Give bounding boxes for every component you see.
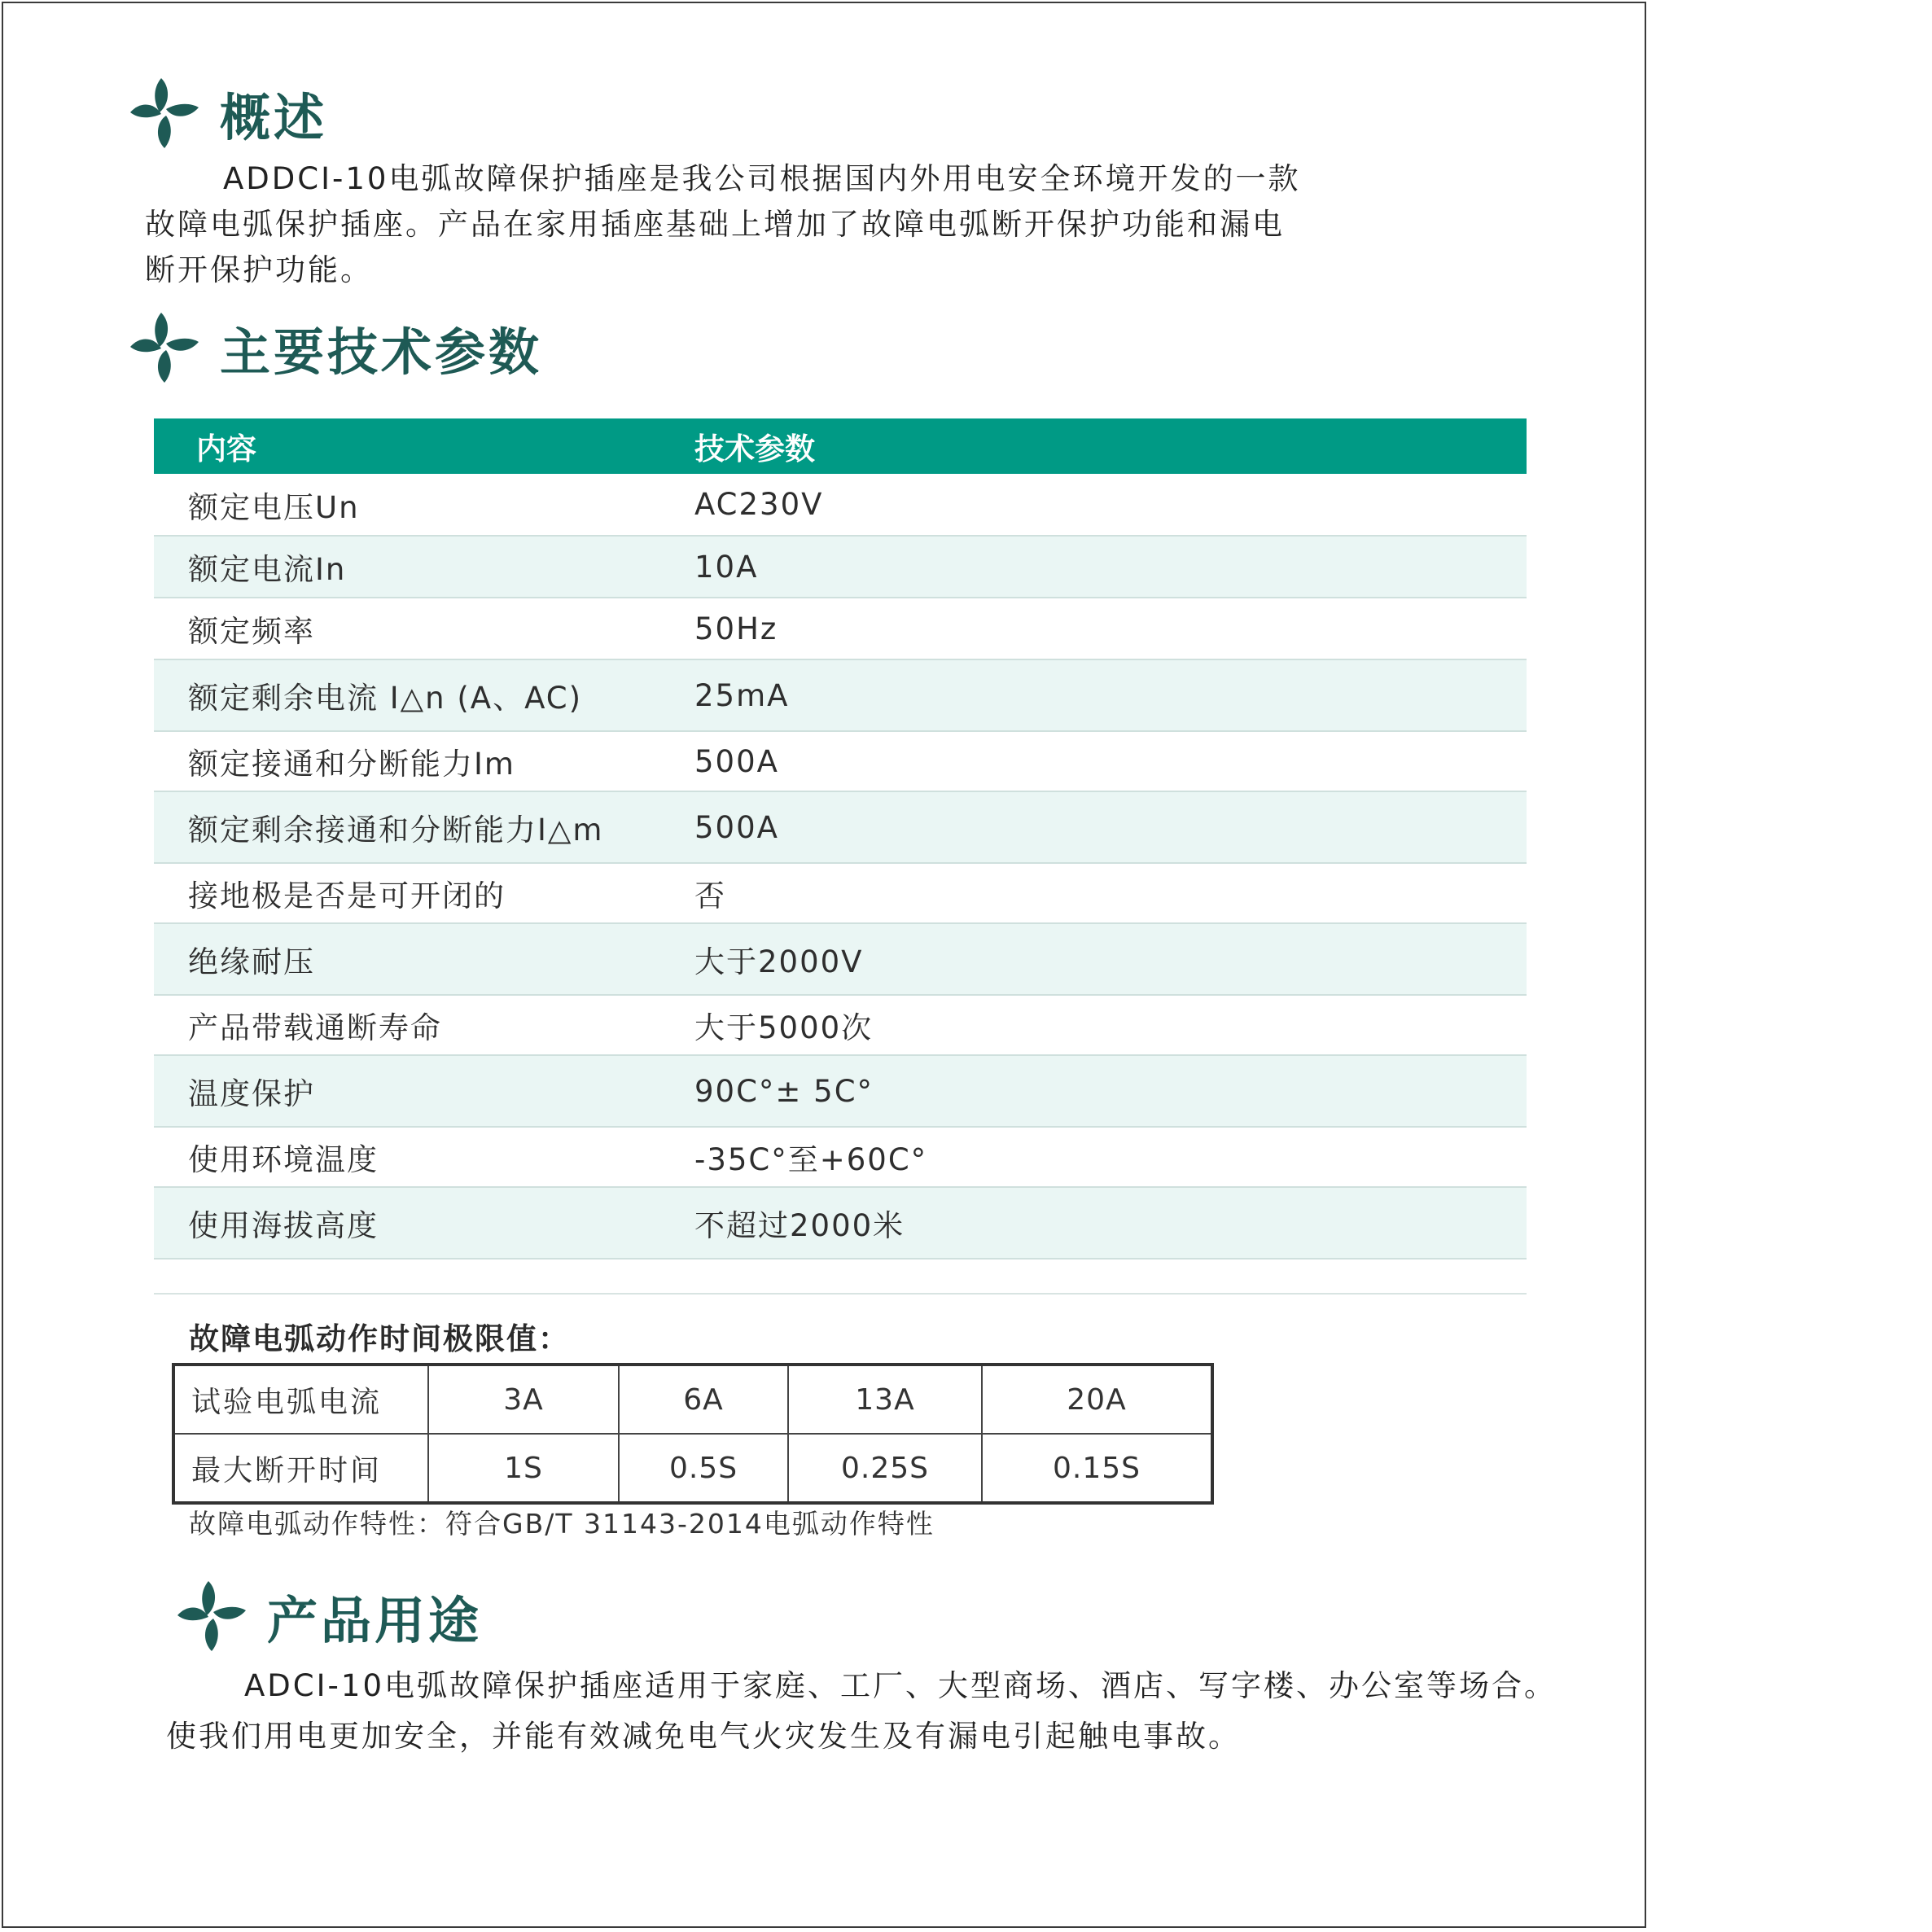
spec-header-content: 内容 <box>154 418 694 474</box>
arc-cell: 20A <box>982 1365 1212 1434</box>
leaf-logo-icon <box>176 1579 248 1653</box>
arc-cell: 3A <box>428 1365 619 1434</box>
arc-limits-table <box>172 1363 1214 1505</box>
overview-heading <box>129 77 327 150</box>
table-row <box>154 791 1527 863</box>
overview-line-1: ADDCI-10电弧故障保护插座是我公司根据国内外用电安全环境开发的一款 <box>223 161 1301 196</box>
spec-value: 25mA <box>694 659 1527 731</box>
table-row <box>154 536 1527 598</box>
arc-cell: 6A <box>619 1365 788 1434</box>
spec-name: 绝缘耐压 <box>154 923 694 995</box>
table-row <box>154 1187 1527 1259</box>
table-row <box>154 995 1527 1055</box>
spec-header-row <box>154 418 1527 474</box>
spec-value: 否 <box>694 863 1527 923</box>
spec-value: 大于2000V <box>694 923 1527 995</box>
spec-name: 产品带载通断寿命 <box>154 995 694 1055</box>
specs-heading <box>129 311 542 384</box>
spec-name: 额定电压Un <box>154 474 694 536</box>
spec-value: 大于5000次 <box>694 995 1527 1055</box>
arc-row-label: 最大断开时间 <box>173 1434 428 1503</box>
arc-cell: 0.15S <box>982 1434 1212 1503</box>
spec-name: 额定剩余电流 I△n (A、AC) <box>154 659 694 731</box>
table-row <box>154 731 1527 791</box>
spec-value: 500A <box>694 731 1527 791</box>
divider <box>154 1293 1527 1295</box>
overview-line-3: 断开保护功能。 <box>145 252 373 287</box>
spec-name: 额定剩余接通和分断能力I△m <box>154 791 694 863</box>
spec-name: 温度保护 <box>154 1055 694 1127</box>
arc-row-label: 试验电弧电流 <box>173 1365 428 1434</box>
arc-limits-title: 故障电弧动作时间极限值： <box>189 1321 570 1356</box>
specs-title: 主要技术参数 <box>220 322 543 382</box>
table-row <box>154 1127 1527 1187</box>
spec-table <box>154 418 1527 1260</box>
usage-paragraph <box>166 1661 1557 1762</box>
table-row <box>154 863 1527 923</box>
usage-title: 产品用途 <box>267 1590 483 1650</box>
arc-cell: 0.25S <box>788 1434 982 1503</box>
table-row <box>173 1434 1212 1503</box>
spec-value: 不超过2000米 <box>694 1187 1527 1259</box>
spec-name: 额定频率 <box>154 598 694 659</box>
table-row <box>154 598 1527 659</box>
spec-name: 接地极是否是可开闭的 <box>154 863 694 923</box>
usage-line-2: 使我们用电更加安全，并能有效减免电气火灾发生及有漏电引起触电事故。 <box>166 1719 1241 1754</box>
table-row <box>154 474 1527 536</box>
arc-cell: 1S <box>428 1434 619 1503</box>
table-row <box>154 1055 1527 1127</box>
spec-value: -35C°至+60C° <box>694 1127 1527 1187</box>
spec-value: AC230V <box>694 474 1527 536</box>
spec-name: 使用环境温度 <box>154 1127 694 1187</box>
leaf-logo-icon <box>129 77 200 150</box>
overview-line-2: 故障电弧保护插座。产品在家用插座基础上增加了故障电弧断开保护功能和漏电 <box>145 207 1285 242</box>
spec-value: 500A <box>694 791 1527 863</box>
spec-value: 50Hz <box>694 598 1527 659</box>
spec-value: 90C°± 5C° <box>694 1055 1527 1127</box>
table-row <box>154 659 1527 731</box>
usage-line-1: ADCI-10电弧故障保护插座适用于家庭、工厂、大型商场、酒店、写字楼、办公室等场合。 <box>244 1668 1557 1703</box>
spec-header-value: 技术参数 <box>694 418 1527 474</box>
overview-paragraph <box>145 156 1300 293</box>
table-row <box>173 1365 1212 1434</box>
arc-limits-note: 故障电弧动作特性：符合GB/T 31143-2014电弧动作特性 <box>189 1508 935 1540</box>
table-row <box>154 923 1527 995</box>
overview-title: 概述 <box>220 87 328 147</box>
spec-name: 额定电流In <box>154 536 694 598</box>
spec-value: 10A <box>694 536 1527 598</box>
spec-name: 使用海拔高度 <box>154 1187 694 1259</box>
spec-name: 额定接通和分断能力Im <box>154 731 694 791</box>
arc-cell: 0.5S <box>619 1434 788 1503</box>
leaf-logo-icon <box>129 311 200 384</box>
usage-heading <box>176 1579 482 1653</box>
arc-cell: 13A <box>788 1365 982 1434</box>
